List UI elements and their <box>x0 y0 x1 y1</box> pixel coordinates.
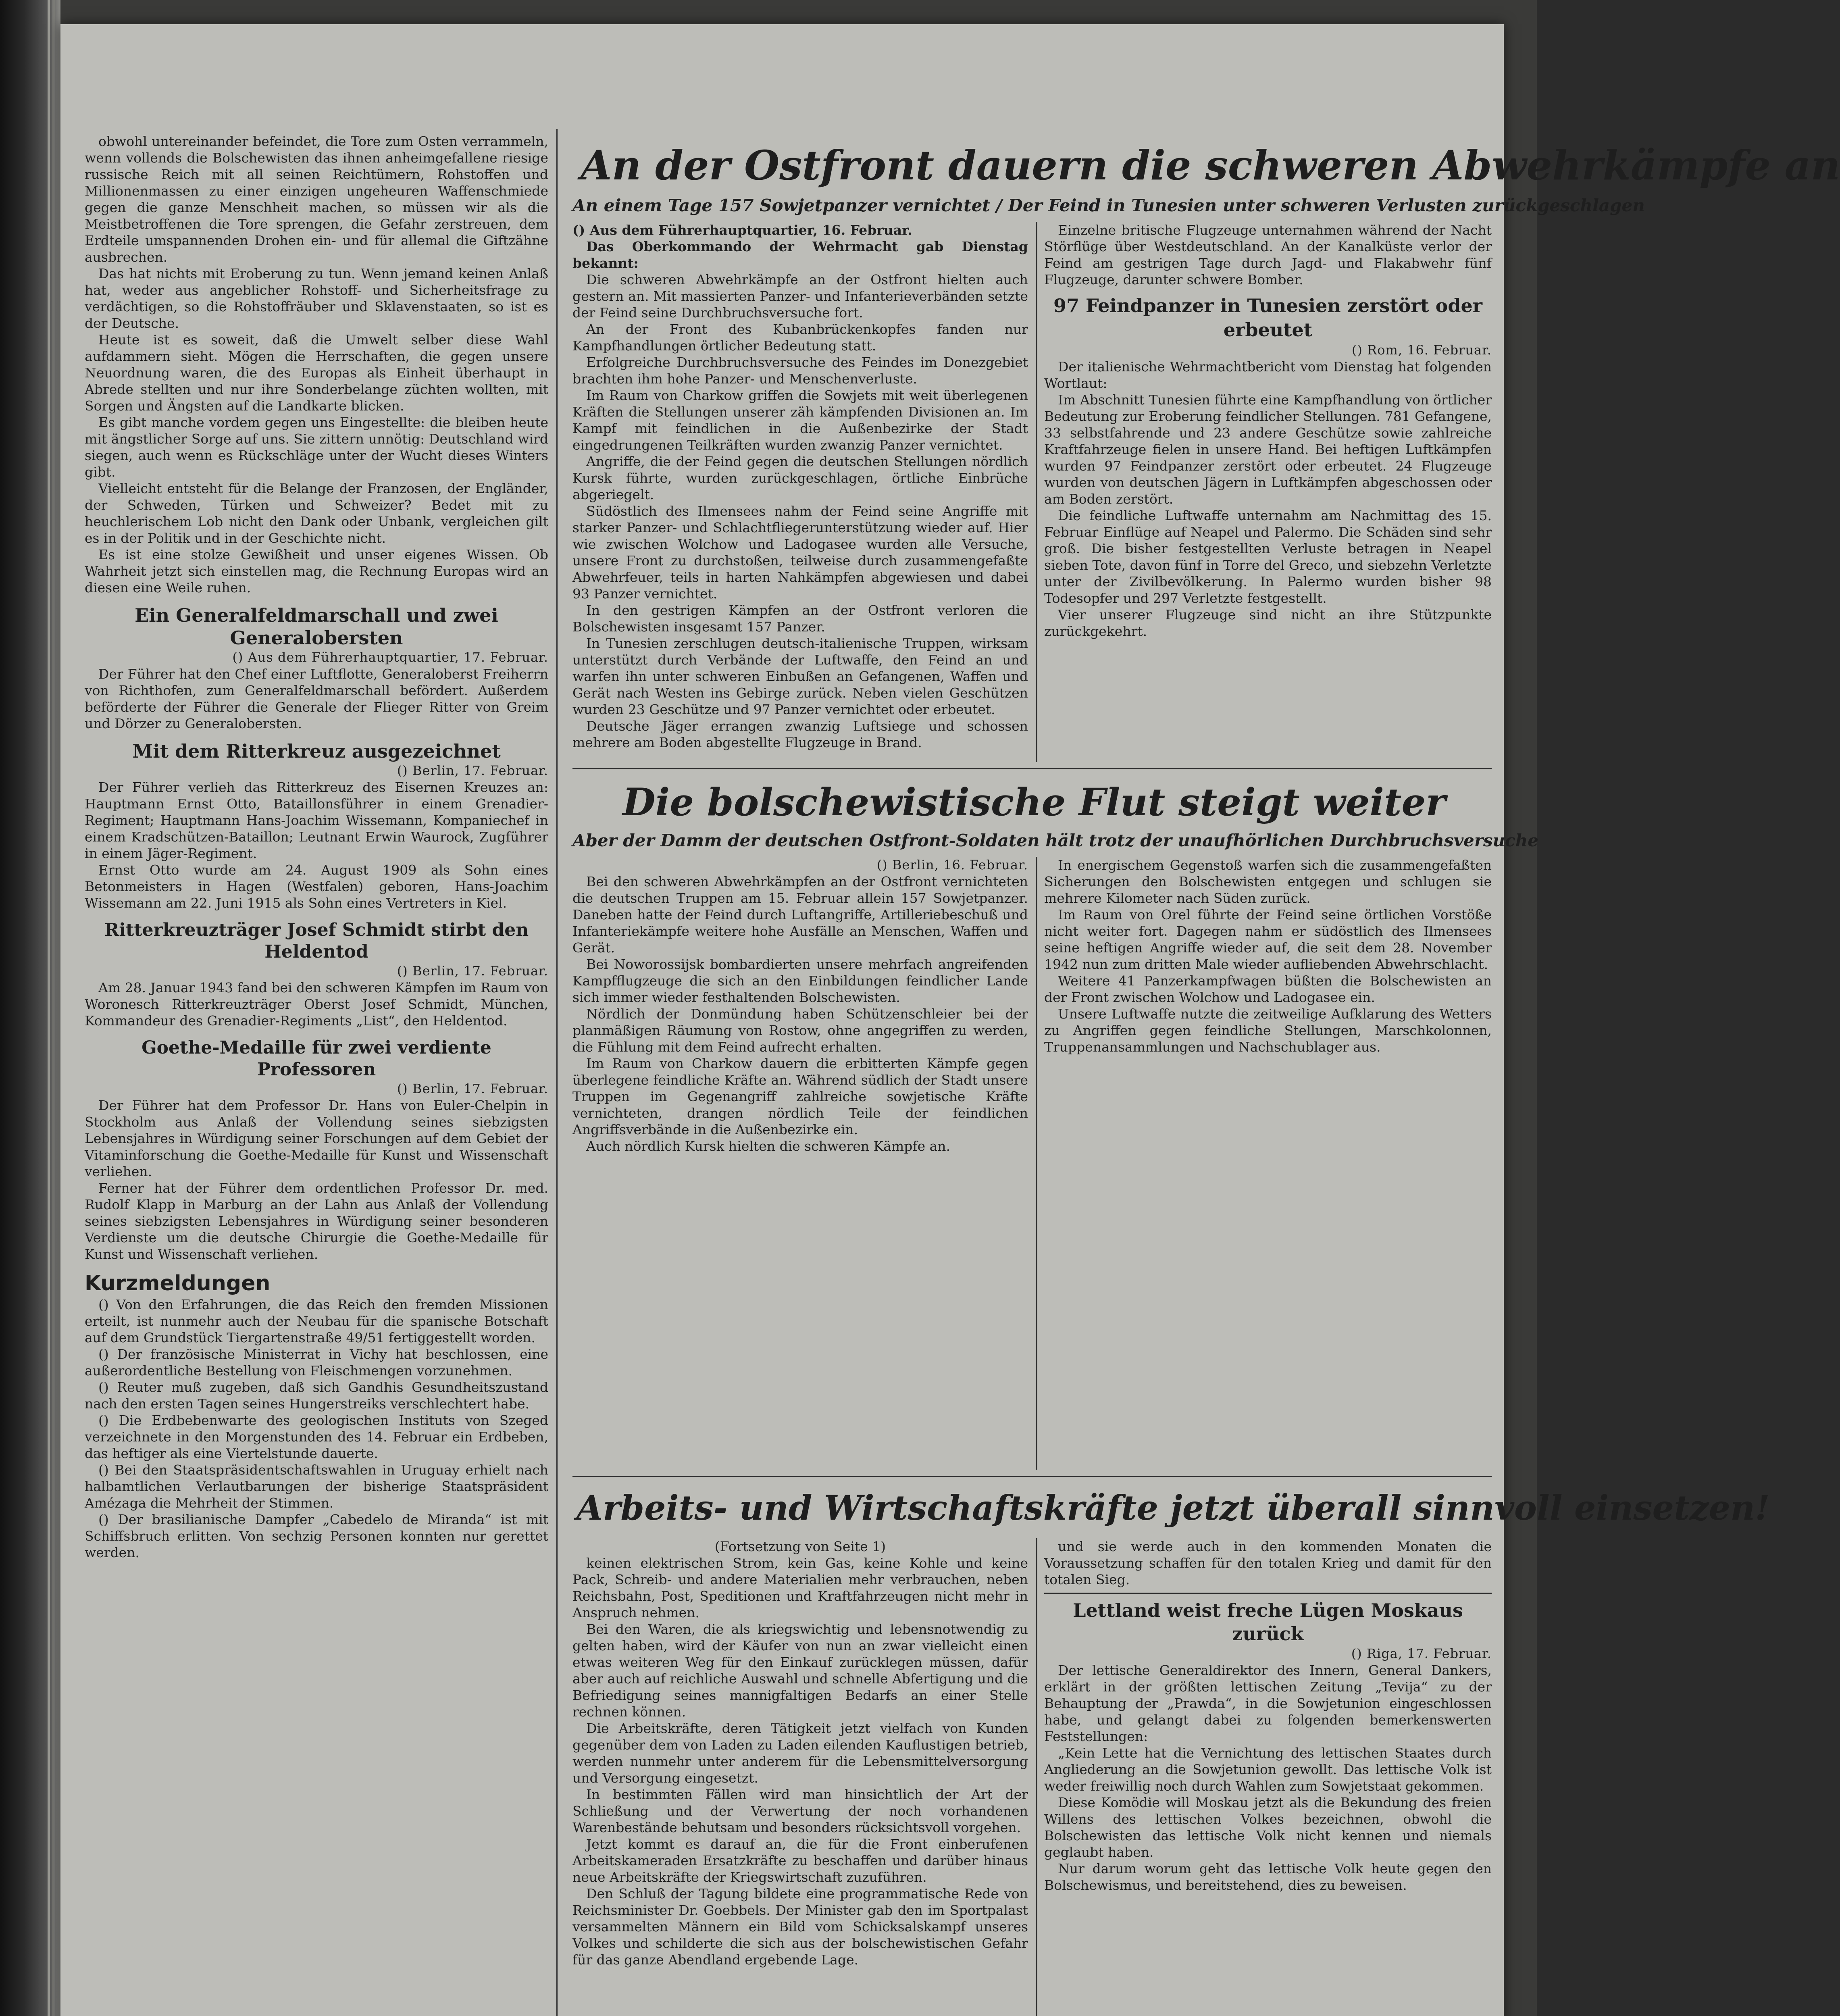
latvia-paragraph: Der lettische Generaldirektor des Innern, General Dankers, erklärt in der größten lettischen Zeitung „Tevija“ zu der Behauptung der „Prawda“, in die Sowjetunion eingeschlossen habe, und gelangt dabei zu folgenden bemerkenswerten Feststellungen: <box>1044 1662 1492 1744</box>
flood-paragraph: Weitere 41 Panzerkampfwagen büßten die Bolschewisten an der Front zwischen Wolchow und Ladogasee ein. <box>1044 973 1492 1005</box>
latvia-paragraph: „Kein Lette hat die Vernichtung des lettischen Staates durch Angliederung an die Sowjetunion gewollt. Das lettische Volk ist weder freiwillig noch durch Wahlen zum Sowjetstaat gekommen. <box>1044 1745 1492 1794</box>
tunisia-paragraph: Vier unserer Flugzeuge sind nicht an ihre Stützpunkte zurückgekehrt. <box>1044 607 1492 639</box>
short-news-item: () Reuter muß zugeben, daß sich Gandhis Gesundheitszustand nach den ersten Tagen seines Hungerstreiks verschlechtert habe. <box>85 1379 548 1412</box>
flood-body-right <box>1044 857 1492 1470</box>
goethe-headline: Goethe-Medaille für zwei verdiente Professoren <box>142 1037 491 1080</box>
top-story-paragraph: Südöstlich des Ilmensees nahm der Feind seine Angriffe mit starker Panzer- und Schlachtfliegerunterstützung wieder auf. Hier wie zwischen Wolchow und Ladogasee wurden alle Versuche, unsere Front zu durchstoßen, teilweise durch zusammengefaßte Abwehrfeuer, teils in harten Nahkämpfen abgewiesen und dabei 93 Panzer vernichtet. <box>572 503 1028 602</box>
top-story-headline: An der Ostfront dauern die schweren Abwehrkämpfe an <box>581 142 1840 189</box>
column-divider <box>1036 222 1037 762</box>
flood-paragraph: Im Raum von Orel führte der Feind seine örtlichen Vorstöße nicht weiter fort. Dagegen nahm er südöstlich des Ilmensees seine heftigen Angriffe wieder auf, die seit dem 28. November 1942 nun zum dritten Male wieder aufliebenden Abwehrschlacht. <box>1044 907 1492 972</box>
tunisia-paragraph: Die feindliche Luftwaffe unternahm am Nachmittag des 15. Februar Einflüge auf Neapel und Palermo. Die Schäden sind sehr groß. Die bisher festgestellten Verluste betragen in Neapel sieben Tote, davon fünf in Torre del Greco, und siebzehn Verletzte unter der Zivilbevölkerung. In Palermo wurden bisher 98 Todesopfer und 297 Verletzte festgestellt. <box>1044 508 1492 606</box>
flood-paragraph: In energischem Gegenstoß warfen sich die zusammengefaßten Sicherungen den Bolschewisten entgegen und schlugen sie mehrere Kilometer nach Süden zurück. <box>1044 857 1492 906</box>
latvia-dateline: () Riga, 17. Februar. <box>1351 1646 1492 1661</box>
economy-paragraph: und sie werde auch in den kommenden Monaten die Voraussetzung schaffen für den totalen Krieg und damit für den totalen Sieg. <box>1044 1539 1492 1587</box>
top-story-dateline: () Aus dem Führerhauptquartier, 16. Februar. <box>572 222 912 238</box>
economy-right-column <box>1044 1538 1492 2016</box>
top-story-paragraph: In Tunesien zerschlugen deutsch-italienische Truppen, wirksam unterstützt durch Verbände der Luftwaffe, den Feind an und warfen ihn unter schweren Einbußen an Gefangenen, Waffen und Gerät nach Westen ins Gebirge zurück. Neben vielen Geschützen wurden 23 Geschütze und 97 Panzer vernichtet oder erbeutet. <box>572 635 1028 717</box>
top-story-body <box>572 222 1028 762</box>
flood-subheadline: Aber der Damm der deutschen Ostfront-Soldaten hält trotz der unaufhörlichen Durchbruchsversuche <box>572 831 1538 850</box>
goethe-paragraph: Ferner hat der Führer dem ordentlichen Professor Dr. med. Rudolf Klapp in Marburg an der Lahn aus Anlaß der Vollendung seines siebzigsten Lebensjahres in Würdigung seiner besonderen Verdienste um die deutsche Chirurgie die Goethe-Medaille für Kunst und Wissenschaft verliehen. <box>85 1180 548 1262</box>
left-paragraph: Das hat nichts mit Eroberung zu tun. Wenn jemand keinen Anlaß hat, weder aus angeblicher Rohstoff- und Sicherheitsfrage zu verdächtigen, so die Rohstoffräuber und Sklavenstaaten, so ist es der Deutsche. <box>85 266 548 331</box>
flood-headline: Die bolschewistische Flut steigt weiter <box>622 780 1446 825</box>
flood-body <box>572 857 1028 1470</box>
section-rule <box>1044 1593 1492 1594</box>
tunisia-dateline: () Rom, 16. Februar. <box>1351 342 1492 358</box>
economy-paragraph: Die Arbeitskräfte, deren Tätigkeit jetzt vielfach von Kunden gegenüber dem von Laden zu Laden eilenden Kauflustigen betrieb, werden nunmehr unter anderem für die Lebensmittelversorgung und Versorgung eingesetzt. <box>572 1720 1028 1786</box>
left-paragraph: obwohl untereinander befeindet, die Tore zum Osten verrammeln, wenn vollends die Bolschewisten das ihnen anheimgefallene riesige russische Reich mit all seinen Reichtümern, Rohstoffen und Millionenmassen zu einer einzigen ungeheuren Waffenschmiede gegen die ganze Menschheit machen, so müssen wir als die Meistbetroffenen die Tore sprengen, die Gefahr zerstreuen, dem Erdteile umspannenden Drohen ein- und für allemal die Giftzähne ausbrechen. <box>85 133 548 265</box>
top-story-paragraph: Einzelne britische Flugzeuge unternahmen während der Nacht Störflüge über Westdeutschland. An der Kanalküste verlor der Feind am gestrigen Tage durch Jagd- und Flakabwehr fünf Flugzeuge, darunter schwere Bomber. <box>1044 222 1492 287</box>
knights-cross-headline: Mit dem Ritterkreuz ausgezeichnet <box>132 740 501 762</box>
column-divider <box>556 129 558 2016</box>
economy-continued: (Fortsetzung von Seite 1) <box>714 1539 886 1554</box>
knights-cross-paragraph: Ernst Otto wurde am 24. August 1909 als Sohn eines Betonmeisters in Hagen (Westfalen) geboren, Hans-Joachim Wissemann am 22. Juni 1915 als Sohn eines Vertreters in Kiel. <box>85 862 548 911</box>
schmidt-text: Am 28. Januar 1943 fand bei den schweren Kämpfen im Raum von Woronesch Ritterkreuzträger Oberst Josef Schmidt, München, Kommandeur des Grenadier-Regiments „List“, den Heldentod. <box>85 980 548 1029</box>
top-story-subheadline: An einem Tage 157 Sowjetpanzer vernichtet / Der Feind in Tunesien unter schweren Verlusten zurückgeschlagen <box>572 196 1645 215</box>
knights-cross-paragraph: Der Führer verlieh das Ritterkreuz des Eisernen Kreuzes an: Hauptmann Ernst Otto, Bataillonsführer in einem Grenadier-Regiment; Hauptmann Hans-Joachim Wissemann, Kompaniechef in einem Kradschützen-Bataillon; Leutnant Erwin Waurock, Zugführer in einem Jäger-Regiment. <box>85 779 548 861</box>
flood-paragraph: Im Raum von Charkow dauern die erbitterten Kämpfe gegen überlegene feindliche Kräfte an. Während südlich der Stadt unsere Truppen im Gegenangriff zahlreiche sowjetische Kräfte vernichteten, drangen nördlich Teile der feindlichen Angriffsverbände in die Außenbezirke ein. <box>572 1056 1028 1137</box>
top-story-paragraph: In den gestrigen Kämpfen an der Ostfront verloren die Bolschewisten insgesamt 157 Panzer. <box>572 602 1028 635</box>
flood-paragraph: Nördlich der Donmündung haben Schützenschleier bei der planmäßigen Räumung von Rostow, ohne angegriffen zu werden, die Fühlung mit dem Feind aufrecht erhalten. <box>572 1006 1028 1055</box>
short-news-item: () Von den Erfahrungen, die das Reich den fremden Missionen erteilt, ist nunmehr auch der Neubau für die spanische Botschaft auf dem Grundstück Tiergartenstraße 49/51 fertiggestellt worden. <box>85 1297 548 1345</box>
top-story-paragraph: Im Raum von Charkow griffen die Sowjets mit weit überlegenen Kräften die Stellungen unserer zäh kämpfenden Divisionen an. Im Kampf mit feindlichen in die Außenbezirke der Stadt eingedrungenen Teilkräften wurden zwanzig Panzer vernichtet. <box>572 387 1028 453</box>
marshal-headline: Ein Generalfeldmarschall und zwei Generalobersten <box>135 604 498 649</box>
top-story-paragraph: Die schweren Abwehrkämpfe an der Ostfront hielten auch gestern an. Mit massierten Panzer- und Infanterieverbänden setzte der Feind seine Durchbruchsversuche fort. <box>572 272 1028 321</box>
section-rule <box>572 768 1492 769</box>
marshal-text: Der Führer hat den Chef einer Luftflotte, Generaloberst Freiherrn von Richthofen, zum Generalfeldmarschall befördert. Außerdem beförderte der Führer die Generale der Flieger Ritter von Greim und Dörzer zu Generalobersten. <box>85 666 548 731</box>
newspaper-page <box>60 24 1840 2016</box>
top-story-paragraph: Deutsche Jäger errangen zwanzig Luftsiege und schossen mehrere am Boden abgestellte Flugzeuge in Brand. <box>572 718 1028 750</box>
flood-paragraph: Unsere Luftwaffe nutzte die zeitweilige Aufklarung des Wetters zu Angriffen gegen feindliche Stellungen, Marschkolonnen, Truppenansammlungen und Nachschublager aus. <box>1044 1006 1492 1055</box>
economy-body <box>572 1538 1028 2016</box>
column-divider <box>1036 857 1037 1470</box>
knights-cross-dateline: () Berlin, 17. Februar. <box>397 763 548 778</box>
goethe-dateline: () Berlin, 17. Februar. <box>397 1081 548 1096</box>
top-story-paragraph: Erfolgreiche Durchbruchsversuche des Feindes im Donezgebiet brachten ihm hohe Panzer- und Menschenverluste. <box>572 354 1028 387</box>
flood-paragraph: Bei den schweren Abwehrkämpfen an der Ostfront vernichteten die deutschen Truppen am 15. Februar allein 157 Sowjetpanzer. Daneben hatte der Feind durch Luftangriffe, Artilleriebeschuß und Infanteriekämpfe weitere hohe Ausfälle an Menschen, Waffen und Gerät. <box>572 874 1028 956</box>
economy-paragraph: keinen elektrischen Strom, kein Gas, keine Kohle und keine Pack, Schreib- und andere Materialien mehr verbrauchen, neben Reichsbahn, Post, Speditionen und Kraftfahrzeugen nicht mehr in Anspruch nehmen. <box>572 1555 1028 1620</box>
short-news-headline: Kurzmeldungen <box>85 1271 271 1295</box>
short-news-item: () Die Erdbebenwarte des geologischen Instituts von Szeged verzeichnete in den Morgenstunden des 14. Februar ein Erdbeben, das heftiger als eine Viertelstunde dauerte. <box>85 1412 548 1461</box>
economy-headline: Arbeits- und Wirtschaftskräfte jetzt überall sinnvoll einsetzen! <box>577 1488 1770 1528</box>
short-news-item: () Der französische Ministerrat in Vichy hat beschlossen, eine außerordentliche Bestellung von Fleischmengen vorzunehmen. <box>85 1346 548 1379</box>
tunisia-column <box>1044 222 1492 762</box>
economy-paragraph: Bei den Waren, die als kriegswichtig und lebensnotwendig zu gelten haben, wird der Käufer von nun an zwar vielleicht einen etwas weiteren Weg für den Einkauf zurücklegen müssen, dafür aber auch auf reichliche Auswahl und schnelle Abfertigung und die Befriedigung seines mannigfaltigen Bedarfs an einer Stelle rechnen können. <box>572 1621 1028 1720</box>
goethe-paragraph: Der Führer hat dem Professor Dr. Hans von Euler-Chelpin in Stockholm aus Anlaß der Vollendung seines siebzigsten Lebensjahres in Würdigung seiner Forschungen auf dem Gebiet der Vitaminforschung die Goethe-Medaille für Kunst und Wissenschaft verliehen. <box>85 1098 548 1179</box>
short-news-item: () Der brasilianische Dampfer „Cabedelo de Miranda“ ist mit Schiffsbruch erlitten. Von sechzig Personen konnten nur gerettet werden. <box>85 1512 548 1560</box>
left-paragraph: Vielleicht entsteht für die Belange der Franzosen, der Engländer, der Schweden, Türken und Schweizer? Bedet mit zu heuchlerischem Lob nicht den Dank oder Unbank, vergleichen gilt es in der Politik und in der Geschichte nicht. <box>85 481 548 546</box>
book-binding <box>0 0 60 2016</box>
flood-paragraph: Auch nördlich Kursk hielten die schweren Kämpfe an. <box>586 1138 951 1154</box>
latvia-paragraph: Diese Komödie will Moskau jetzt als die Bekundung des freien Willens des lettischen Volkes bezeichnen, obwohl die Bolschewisten das lettische Volk nicht kennen und niemals geglaubt haben. <box>1044 1795 1492 1860</box>
schmidt-headline: Ritterkreuzträger Josef Schmidt stirbt den Heldentod <box>104 920 529 962</box>
top-story-paragraph: Angriffe, die der Feind gegen die deutschen Stellungen nördlich Kursk führte, wurden zurückgeschlagen, örtliche Einbrüche abgeriegelt. <box>572 454 1028 502</box>
schmidt-dateline: () Berlin, 17. Februar. <box>397 963 548 979</box>
top-story-lead: Das Oberkommando der Wehrmacht gab Dienstag bekannt: <box>572 239 1028 271</box>
tunisia-headline: 97 Feindpanzer in Tunesien zerstört oder erbeutet <box>1053 295 1483 341</box>
tunisia-paragraph: Der italienische Wehrmachtbericht vom Dienstag hat folgenden Wortlaut: <box>1044 359 1492 391</box>
tunisia-paragraph: Im Abschnitt Tunesien führte eine Kampfhandlung von örtlicher Bedeutung zur Eroberung feindlicher Stellungen. 781 Gefangene, 33 selbstfahrende und 23 andere Geschütze sowie zahlreiche Kraftfahrzeuge fielen in unsere Hand. Bei heftigen Luftkämpfen wurden 97 Feindpanzer zerstört oder erbeutet. 24 Flugzeuge wurden von deutschen Jägern in Luftkämpfen abgeschossen oder am Boden zerstört. <box>1044 392 1492 507</box>
left-paragraph: Es gibt manche vordem gegen uns Eingestellte: die bleiben heute mit ängstlicher Sorge auf uns. Sie zittern unnötig: Deutschland wird siegen, auch wenn es Rückschläge unter der Wucht dieses Winters gibt. <box>85 414 548 480</box>
economy-paragraph: Den Schluß der Tagung bildete eine programmatische Rede von Reichsminister Dr. Goebbels. Der Minister gab den im Sportpalast versammelten Männern ein Bild vom Schicksalskampf unseres Volkes und schilderte die sich aus der bolschewistischen Gefahr für das ganze Abendland ergebende Lage. <box>572 1886 1028 1968</box>
column-divider <box>1036 1538 1037 2016</box>
flood-paragraph: Bei Noworossijsk bombardierten unsere mehrfach angreifenden Kampfflugzeuge die sich an den Einbildungen feindlicher Lande sich immer wieder festhaltenden Bolschewisten. <box>572 956 1028 1005</box>
economy-paragraph: Jetzt kommt es darauf an, die für die Front einberufenen Arbeitskameraden Ersatzkräfte zu beschaffen und darüber hinaus neue Arbeitskräfte der Kriegswirtschaft zuzuführen. <box>572 1836 1028 1885</box>
economy-paragraph: In bestimmten Fällen wird man hinsichtlich der Art der Schließung und der Verwertung der noch vorhandenen Warenbestände behutsam und besonders rücksichtsvoll vorgehen. <box>572 1787 1028 1835</box>
left-column <box>85 133 548 2016</box>
top-story-paragraph: An der Front des Kubanbrückenkopfes fanden nur Kampfhandlungen örtlicher Bedeutung statt. <box>572 321 1028 354</box>
short-news-item: () Bei den Staatspräsidentschaftswahlen in Uruguay erhielt nach halbamtlichen Verlautbarungen der bisherige Staatspräsident Amézaga die Mehrheit der Stimmen. <box>85 1462 548 1511</box>
left-paragraph: Heute ist es soweit, daß die Umwelt selber diese Wahl aufdammern sieht. Mögen die Herrschaften, die gegen unsere Neuordnung waren, die des Europas als Einheit überhaupt in Abrede stellten und nur ihre Sonderbelange züchten wollten, mit Sorgen und Ängsten auf die Landkarte blicken. <box>85 332 548 414</box>
section-rule <box>572 1476 1492 1477</box>
latvia-paragraph: Nur darum worum geht das lettische Volk heute gegen den Bolschewismus, und bereitstehend, dies zu beweisen. <box>1044 1861 1492 1893</box>
latvia-headline: Lettland weist freche Lügen Moskaus zurück <box>1073 1599 1463 1645</box>
marshal-dateline: () Aus dem Führerhauptquartier, 17. Februar. <box>232 650 548 665</box>
left-paragraph: Es ist eine stolze Gewißheit und unser eigenes Wissen. Ob Wahrheit jetzt sich einstellen mag, die Rechnung Europas wird an diesen eine Weile ruhen. <box>85 547 548 596</box>
flood-dateline: () Berlin, 16. Februar. <box>876 857 1028 873</box>
